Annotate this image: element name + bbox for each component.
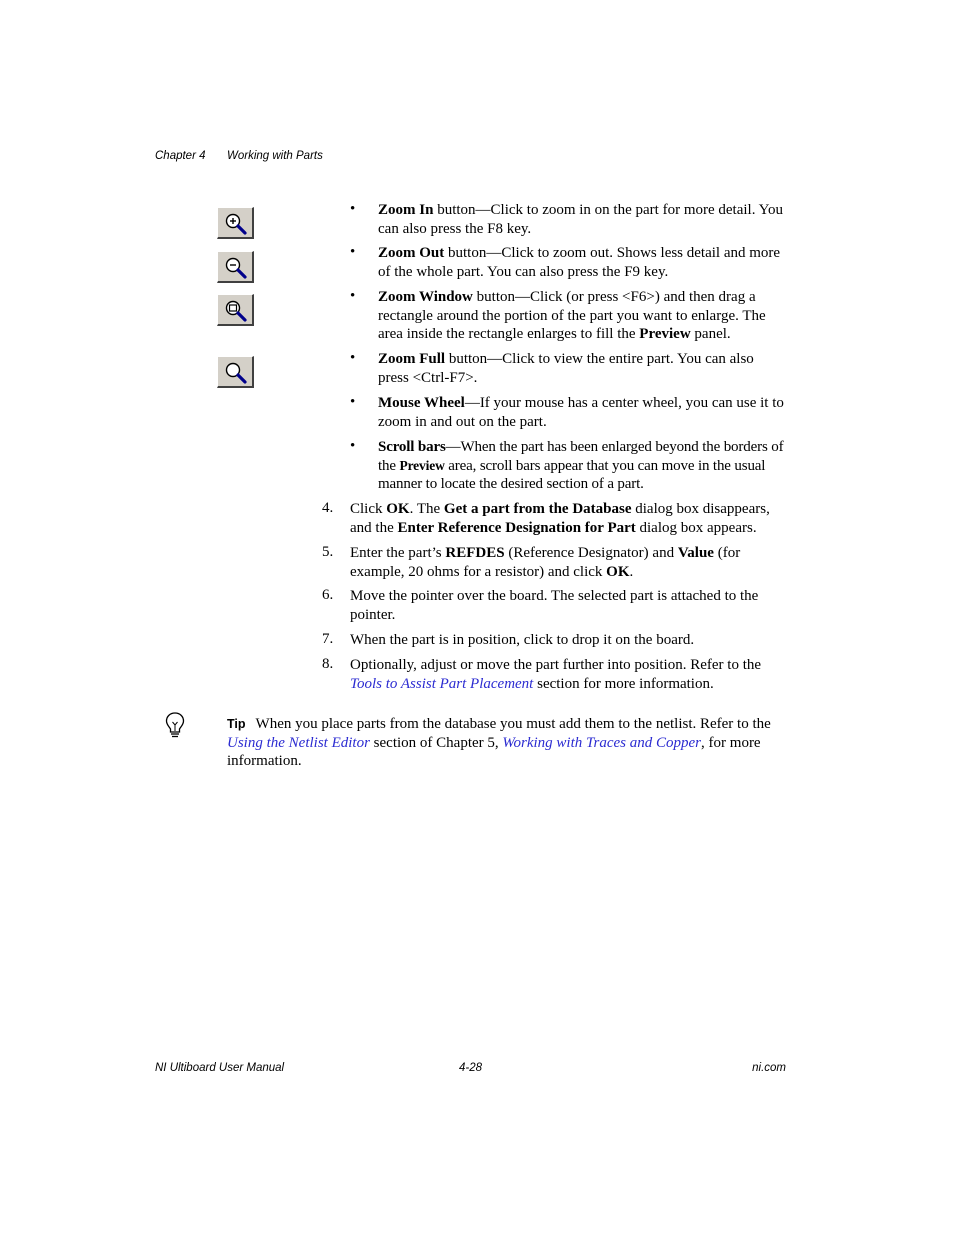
step-number: 6. (322, 587, 334, 603)
bullet-marker: • (350, 350, 356, 366)
text-zoom-window-2: panel. (690, 326, 731, 343)
text-zoom-out: button—Click to zoom out. Shows less detail and more of the whole part. You can also press the F9 key. (378, 245, 781, 280)
footer-manual-title: NI Ultiboard User Manual (155, 1062, 285, 1074)
bullet-zoom-out (378, 244, 788, 281)
zoom-out-button (217, 251, 254, 283)
bullet-marker: • (350, 394, 356, 410)
zoom-out-icon (223, 256, 249, 280)
term-zoom-out: Zoom Out (378, 245, 445, 261)
link-tools-to-assist-part-placement[interactable]: Tools to Assist Part Placement (350, 675, 534, 692)
step-number: 4. (322, 500, 334, 516)
zoom-window-icon (223, 299, 249, 323)
bullet-marker: • (350, 244, 356, 260)
step-text: (for example, 20 ohms for a resistor) and click (350, 545, 741, 580)
text-mouse-wheel: —If your mouse has a center wheel, you can use it to zoom in and out on the part. (378, 395, 784, 430)
bullet-zoom-full (378, 350, 788, 387)
tip-note (227, 715, 789, 771)
link-using-the-netlist-editor[interactable]: Using the Netlist Editor (227, 734, 370, 751)
lightbulb-icon (164, 711, 186, 739)
step-term: OK (606, 563, 630, 580)
step-text: Enter the part’s (350, 545, 446, 561)
term-preview: Preview (399, 457, 445, 473)
bullet-zoom-in (378, 201, 788, 238)
text-scroll-bars-2: area, scroll bars appear that you can move in the usual manner to locate the desired section of a part. (378, 457, 766, 493)
zoom-in-button (217, 207, 254, 239)
step-text: dialog box appears. (635, 519, 757, 536)
step-8 (350, 656, 786, 693)
step-text: (Reference Designator) and (504, 545, 678, 561)
term-mouse-wheel: Mouse Wheel (378, 395, 465, 411)
step-text: Click (350, 501, 387, 517)
step-text: section for more information. (533, 675, 714, 692)
text-zoom-full: button—Click to view the entire part. You can also press <Ctrl-F7>. (378, 351, 754, 386)
header-chapter: Chapter 4 (155, 150, 206, 162)
term-zoom-window: Zoom Window (378, 289, 473, 305)
bullet-marker: • (350, 201, 356, 217)
tip-text: When you place parts from the database you must add them to the netlist. Refer to the (255, 716, 771, 732)
zoom-full-button (217, 356, 254, 388)
tip-label: Tip (227, 717, 246, 731)
step-text: . The (409, 501, 444, 517)
step-term: Enter Reference Designation for Part (397, 519, 636, 536)
bullet-mouse-wheel (378, 394, 788, 431)
step-text: Optionally, adjust or move the part further into position. Refer to the (350, 657, 762, 673)
bullet-scroll-bars (378, 438, 788, 494)
term-zoom-full: Zoom Full (378, 351, 446, 367)
term-scroll-bars: Scroll bars (378, 439, 446, 455)
footer-page-number: 4-28 (459, 1062, 483, 1074)
step-term: REFDES (445, 545, 505, 561)
tip-text: , for more information. (227, 734, 761, 770)
tip-text: section of Chapter 5, (369, 734, 503, 751)
step-text: dialog box disappears, and the (350, 501, 770, 536)
bullet-marker: • (350, 438, 356, 454)
header-title: Working with Parts (227, 150, 323, 162)
step-term: Value (677, 545, 714, 561)
step-term: OK (386, 501, 410, 517)
step-number: 7. (322, 631, 334, 647)
step-number: 5. (322, 544, 334, 560)
footer-website: ni.com (752, 1062, 786, 1074)
bullet-zoom-window (378, 288, 788, 344)
step-text: . (629, 563, 634, 580)
step-7: When the part is in position, click to drop it on the board. (350, 632, 695, 648)
zoom-window-button (217, 294, 254, 326)
term-preview: Preview (639, 326, 691, 343)
step-6: Move the pointer over the board. The selected part is attached to the pointer. (350, 588, 759, 623)
step-4 (350, 500, 786, 537)
zoom-in-icon (223, 212, 249, 236)
link-working-with-traces-and-copper[interactable]: Working with Traces and Copper (502, 734, 702, 751)
step-term: Get a part from the Database (443, 501, 632, 517)
zoom-full-icon (223, 361, 249, 385)
step-5 (350, 544, 786, 581)
text-zoom-in: button—Click to zoom in on the part for more detail. You can also press the F8 key. (378, 202, 783, 237)
text-zoom-window-1: button—Click (or press <F6>) and then drag a rectangle around the portion of the part you want to enlarge. The area inside the rectangle enlarges to fill the (378, 289, 766, 343)
step-number: 8. (322, 656, 334, 672)
term-zoom-in: Zoom In (378, 202, 434, 218)
text-scroll-bars-1: —When the part has been enlarged beyond the borders of the (378, 439, 784, 474)
bullet-marker: • (350, 288, 356, 304)
